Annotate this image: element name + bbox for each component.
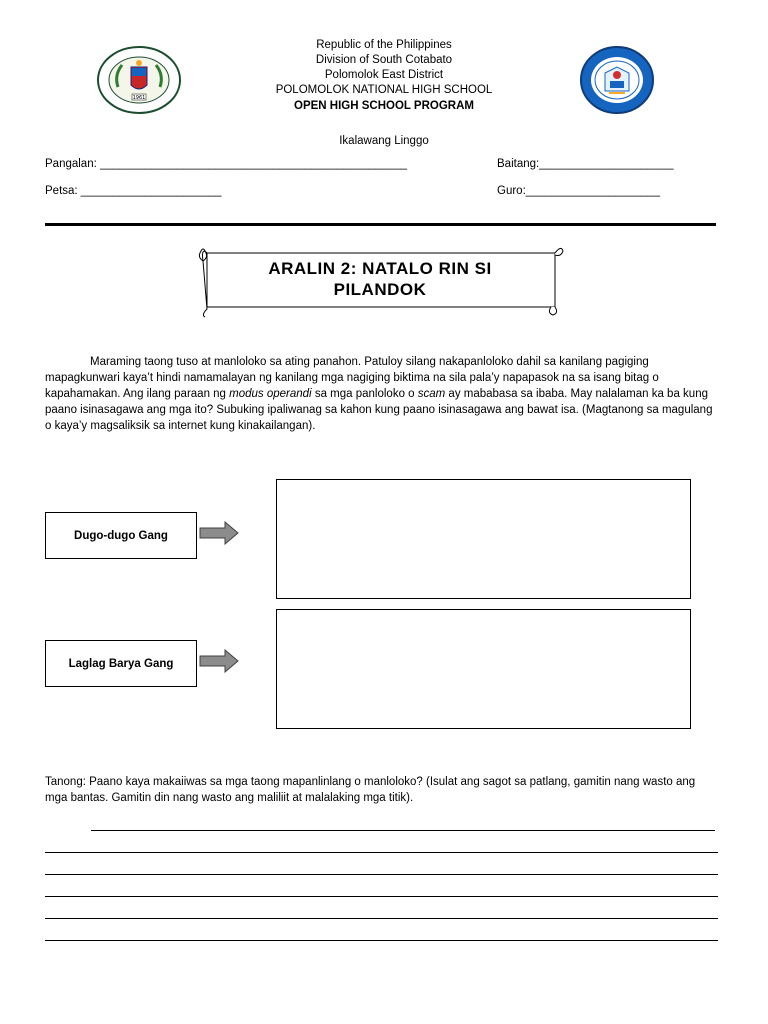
lesson-title-line1: ARALIN 2: NATALO RIN SI [268, 259, 492, 278]
lesson-title-line2: PILANDOK [333, 280, 427, 299]
item-label: Laglag Barya Gang [68, 657, 174, 670]
intro-paragraph: Maraming taong tuso at manloloko sa ating panahon. Patuloy silang nakapanloloko dahil sa kanilang pagiging mapagkunwari kaya’t hindi namamalayan ng kanilang mga nagiging biktima na sila pala’y napapasok na sa isang bitag o kapahamakan. Ang ilang paraan ng modus operandi sa mga panloloko o scam ay mababasa sa ibaba. May nalalaman ka ba kung paano isinasagawa ang mga ito? Subuking ipaliwanag sa kahon kung paano isinasagawa ang bawat isa. (Magtanong sa magulang o kaya’y magsaliksik sa internet kung kinakailangan). [45, 356, 713, 432]
teacher-field[interactable]: Guro:_____________________ [497, 185, 661, 197]
answer-line[interactable] [45, 896, 718, 897]
header-division: Division of South Cotabato [315, 54, 453, 66]
header-divider [45, 223, 716, 226]
week-label: Ikalawang Linggo [339, 135, 429, 147]
deped-seal-logo [579, 45, 655, 115]
arrow-right-icon [199, 521, 239, 545]
question-text: Tanong: Paano kaya makaiiwas sa mga taong mapanlinlang o manloloko? (Isulat ang sagot sa patlang, gamitin nang wasto ang mga bantas. Gamitin din nang wasto ang maliliit at malalaking mga titik). [45, 776, 696, 804]
item-label: Dugo-dugo Gang [74, 529, 168, 542]
header-district: Polomolok East District [324, 69, 444, 81]
answer-line[interactable] [45, 918, 718, 919]
answer-line[interactable] [45, 852, 718, 853]
header-school: POLOMOLOK NATIONAL HIGH SCHOOL [275, 84, 493, 96]
item-label-box [45, 512, 197, 559]
answer-line[interactable] [91, 830, 715, 831]
answer-line[interactable] [45, 940, 718, 941]
answer-box[interactable] [276, 609, 691, 729]
date-field[interactable]: Petsa: ______________________ [45, 185, 222, 197]
header-country: Republic of the Philippines [316, 39, 452, 51]
item-label-box [45, 640, 197, 687]
arrow-right-icon [199, 649, 239, 673]
answer-box[interactable] [276, 479, 691, 599]
seal-year: 1961 [132, 95, 146, 101]
school-seal-logo [96, 45, 182, 115]
name-field[interactable]: Pangalan: ________________________________________________ [45, 158, 407, 170]
grade-field[interactable]: Baitang:_____________________ [497, 158, 674, 170]
header-program: OPEN HIGH SCHOOL PROGRAM [294, 100, 474, 112]
answer-line[interactable] [45, 874, 718, 875]
